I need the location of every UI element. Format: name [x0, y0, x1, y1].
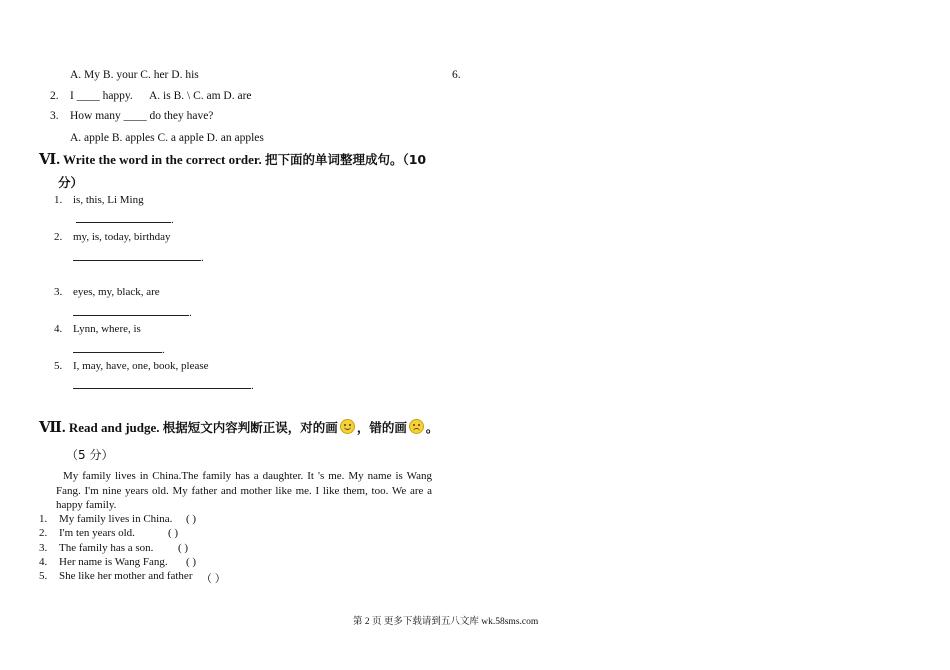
- order-item-number: 2.: [54, 231, 63, 243]
- answer-parentheses[interactable]: （ ）: [201, 573, 226, 585]
- statement-text: I'm ten years old.: [59, 527, 135, 539]
- answer-parentheses[interactable]: ( ): [186, 513, 197, 525]
- order-item-words: my, is, today, birthday: [73, 231, 171, 243]
- answer-parentheses[interactable]: ( ): [168, 527, 179, 539]
- section-6-heading-cont: [58, 173, 83, 191]
- section-6-title-cn-cont: 分）: [58, 175, 84, 190]
- answer-line[interactable]: .: [73, 378, 254, 392]
- q2-stem: I ____ happy.: [70, 90, 133, 102]
- section-7-roman: Ⅶ.: [39, 420, 66, 436]
- order-item-words: Lynn, where, is: [73, 323, 141, 335]
- section-6-roman: Ⅵ.: [39, 152, 60, 168]
- statement-text: She like her mother and father: [59, 570, 193, 582]
- statement-text: The family has a son.: [59, 542, 154, 554]
- smiley-face-icon: [340, 419, 355, 434]
- section-6-title-en: Write the word in the correct order.: [63, 152, 262, 167]
- order-item-words: eyes, my, black, are: [73, 286, 160, 298]
- section-7-title-cn-b: ，错的画: [356, 420, 407, 435]
- q2-options: A. is B. \ C. am D. are: [149, 90, 252, 102]
- order-item-number: 1.: [54, 194, 63, 206]
- answer-parentheses[interactable]: ( ): [186, 556, 197, 568]
- order-item-number: 5.: [54, 360, 63, 372]
- q3-options: A. apple B. apples C. a apple D. an apples: [70, 132, 264, 144]
- side-question-number: 6.: [452, 69, 461, 81]
- order-item-words: is, this, Li Ming: [73, 194, 144, 206]
- q3-stem: How many ____ do they have?: [70, 110, 214, 122]
- section-6-title-cn: 把下面的单词整理成句。（10: [264, 152, 427, 167]
- section-7-heading: [39, 418, 438, 437]
- section-7-title-en: Read and judge.: [68, 420, 160, 435]
- statement-number: 2.: [39, 527, 48, 539]
- order-item-words: I, may, have, one, book, please: [73, 360, 209, 372]
- statement-number: 1.: [39, 513, 48, 525]
- q3-number: 3.: [50, 110, 59, 122]
- statement-number: 3.: [39, 542, 48, 554]
- section-7-score: （5 分）: [66, 448, 114, 462]
- q2-number: 2.: [50, 90, 59, 102]
- statement-number: 5.: [39, 570, 48, 582]
- section-7-title-cn-c: 。: [425, 420, 439, 435]
- section-6-heading: [39, 150, 426, 169]
- reading-passage: My family lives in China.The family has a daughter. It 's me. My name is Wang Fang. I'm nine years old. My father and mother like me. I like them, too. We are a happy family.: [56, 470, 432, 511]
- answer-line[interactable]: .: [73, 342, 165, 356]
- statement-number: 4.: [39, 556, 48, 568]
- q1-options: A. My B. your C. her D. his: [70, 69, 199, 81]
- order-item-number: 4.: [54, 323, 63, 335]
- answer-line[interactable]: .: [73, 250, 204, 264]
- answer-line[interactable]: .: [73, 305, 192, 319]
- section-7-title-cn-a: 根据短文内容判断正误，对的画: [162, 420, 338, 435]
- statement-text: My family lives in China.: [59, 513, 173, 525]
- answer-parentheses[interactable]: ( ): [178, 542, 189, 554]
- order-item-number: 3.: [54, 286, 63, 298]
- answer-line[interactable]: .: [76, 212, 174, 226]
- page-footer: 第 2 页 更多下载请到五八文库 wk.58sms.com: [353, 617, 539, 627]
- frowning-face-icon: [409, 419, 424, 434]
- statement-text: Her name is Wang Fang.: [59, 556, 168, 568]
